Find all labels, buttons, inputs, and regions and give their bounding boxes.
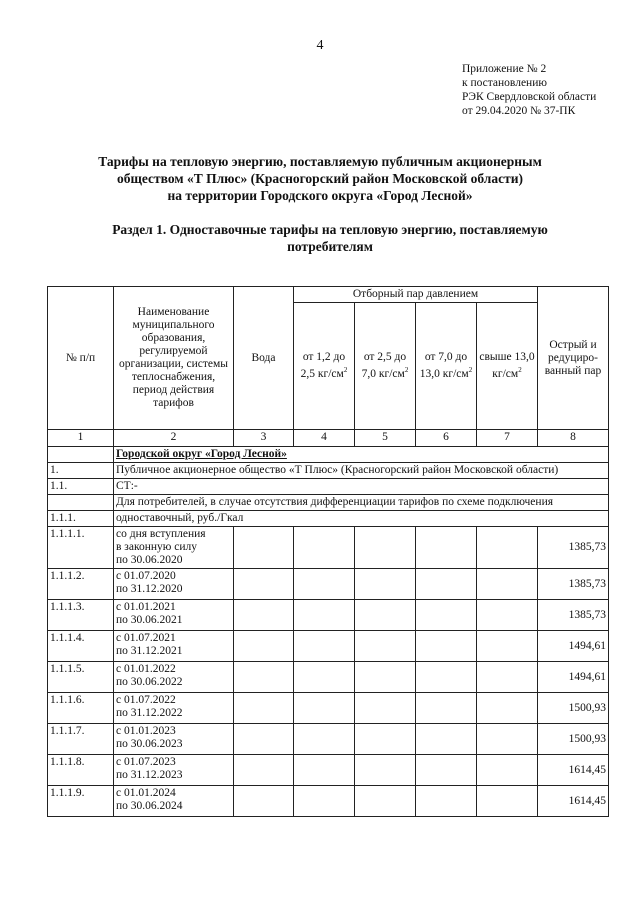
header-pressure-3 — [416, 303, 477, 430]
tariff-value: 1385,73 — [538, 600, 609, 631]
empty-cell — [355, 786, 416, 817]
period-row — [48, 600, 609, 631]
rate-row — [48, 511, 609, 527]
system-row — [48, 479, 609, 495]
header-pressure-2 — [355, 303, 416, 430]
header-name: Наименование муниципального образования, регулируемой организации, системы теплоснабжения, период действия тарифов — [114, 287, 234, 430]
col-number: 7 — [477, 430, 538, 447]
period-cell — [114, 786, 234, 817]
period-row — [48, 662, 609, 693]
title-line: обществом «Т Плюс» (Красногорский район Московской области) — [117, 171, 523, 186]
appendix-line: Приложение № 2 — [462, 63, 547, 75]
appendix-line: к постановлению — [462, 77, 547, 89]
empty-cell — [477, 600, 538, 631]
period-cell — [114, 631, 234, 662]
superscript: 2 — [343, 366, 348, 375]
period-line: по 30.06.2021 — [116, 614, 183, 626]
col-number: 5 — [355, 430, 416, 447]
period-line: по 30.06.2024 — [116, 800, 183, 812]
col-number: 8 — [538, 430, 609, 447]
row-num: 1.1.1.2. — [48, 569, 114, 600]
header-steam-group: Отборный пар давлением — [294, 287, 538, 303]
period-line: по 31.12.2023 — [116, 769, 183, 781]
note-row — [48, 495, 609, 511]
period-cell — [114, 724, 234, 755]
period-cell — [114, 755, 234, 786]
period-cell — [114, 527, 234, 569]
period-cell — [114, 662, 234, 693]
empty-cell — [234, 631, 294, 662]
superscript: 2 — [518, 366, 522, 375]
empty-cell — [294, 600, 355, 631]
tariff-value: 1385,73 — [538, 569, 609, 600]
row-num: 1.1.1.7. — [48, 724, 114, 755]
empty-cell — [416, 724, 477, 755]
period-line: с 01.01.2022 — [116, 663, 176, 675]
header-pressure-1 — [294, 303, 355, 430]
period-line: по 31.12.2020 — [116, 583, 183, 595]
appendix-line: от 29.04.2020 № 37-ПК — [462, 105, 576, 117]
period-row — [48, 527, 609, 569]
superscript: 2 — [468, 366, 473, 375]
empty-cell — [294, 527, 355, 569]
row-num: 1.1.1.6. — [48, 693, 114, 724]
header-acute-steam: Острый и редуциро-ванный пар — [538, 287, 609, 430]
empty-cell — [234, 755, 294, 786]
empty-cell — [234, 527, 294, 569]
col-number: 3 — [234, 430, 294, 447]
period-cell — [114, 569, 234, 600]
system-name: СТ:- — [114, 479, 609, 495]
period-line: в законную силу — [116, 541, 197, 553]
row-num: 1.1.1.1. — [48, 527, 114, 569]
empty-cell — [355, 755, 416, 786]
period-line: по 30.06.2020 — [116, 554, 183, 566]
period-line: по 30.06.2022 — [116, 676, 183, 688]
tariff-value: 1614,45 — [538, 786, 609, 817]
empty-cell — [234, 600, 294, 631]
row-num: 1.1.1.4. — [48, 631, 114, 662]
period-line: с 01.01.2021 — [116, 601, 176, 613]
header-num: № п/п — [48, 287, 114, 430]
empty-cell — [294, 662, 355, 693]
column-numbers-row — [48, 430, 609, 447]
empty-cell — [416, 693, 477, 724]
period-line: по 30.06.2023 — [116, 738, 183, 750]
col-number: 2 — [114, 430, 234, 447]
organization-row — [48, 463, 609, 479]
page-number: 4 — [316, 38, 324, 53]
note-text: Для потребителей, в случае отсутствия дифференциации тарифов по схеме подключения — [114, 495, 609, 511]
empty-cell — [477, 631, 538, 662]
empty-cell — [294, 569, 355, 600]
period-row — [48, 724, 609, 755]
district-row — [48, 447, 609, 463]
empty-cell — [294, 724, 355, 755]
empty-cell — [48, 495, 114, 511]
period-line: с 01.07.2023 — [116, 756, 176, 768]
period-line: со дня вступления — [116, 528, 206, 540]
tariff-value: 1494,61 — [538, 662, 609, 693]
empty-cell — [416, 527, 477, 569]
title-line: на территории Городского округа «Город Лесной» — [167, 188, 473, 203]
header-pressure-1-text: от 1,2 до 2,5 кг/см — [300, 351, 346, 380]
organization-name: Публичное акционерное общество «Т Плюс» (Красногорский район Московской области) — [114, 463, 609, 479]
empty-cell — [416, 662, 477, 693]
row-num: 1. — [48, 463, 114, 479]
period-line: с 01.01.2023 — [116, 725, 176, 737]
empty-cell — [355, 569, 416, 600]
header-pressure-2-text: от 2,5 до 7,0 кг/см — [361, 351, 407, 380]
period-row — [48, 786, 609, 817]
empty-cell — [294, 755, 355, 786]
empty-cell — [477, 786, 538, 817]
title-line: Тарифы на тепловую энергию, поставляемую публичным акционерным — [98, 154, 542, 169]
empty-cell — [416, 631, 477, 662]
period-line: с 01.07.2020 — [116, 570, 176, 582]
period-row — [48, 755, 609, 786]
period-line: с 01.07.2022 — [116, 694, 176, 706]
empty-cell — [477, 724, 538, 755]
period-line: по 31.12.2022 — [116, 707, 183, 719]
empty-cell — [234, 662, 294, 693]
header-water: Вода — [234, 287, 294, 430]
col-number: 4 — [294, 430, 355, 447]
empty-cell — [294, 631, 355, 662]
tariff-value: 1614,45 — [538, 755, 609, 786]
empty-cell — [477, 527, 538, 569]
empty-cell — [355, 631, 416, 662]
row-num: 1.1. — [48, 479, 114, 495]
tariff-value: 1385,73 — [538, 527, 609, 569]
section-line: Раздел 1. Одноставочные тарифы на тепловую энергию, поставляемую — [112, 222, 548, 237]
empty-cell — [477, 569, 538, 600]
empty-cell — [355, 600, 416, 631]
empty-cell — [294, 693, 355, 724]
tariff-value: 1494,61 — [538, 631, 609, 662]
period-line: с 01.07.2021 — [116, 632, 176, 644]
empty-cell — [355, 724, 416, 755]
superscript: 2 — [404, 366, 409, 375]
empty-cell — [234, 786, 294, 817]
empty-cell — [477, 693, 538, 724]
header-pressure-3-text: от 7,0 до 13,0 кг/см — [419, 351, 469, 380]
period-cell — [114, 600, 234, 631]
tariff-value: 1500,93 — [538, 693, 609, 724]
header-pressure-4 — [477, 303, 538, 430]
empty-cell — [48, 447, 114, 463]
empty-cell — [416, 786, 477, 817]
document-title — [40, 153, 600, 204]
empty-cell — [355, 662, 416, 693]
empty-cell — [477, 755, 538, 786]
row-num: 1.1.1. — [48, 511, 114, 527]
empty-cell — [416, 755, 477, 786]
col-number: 6 — [416, 430, 477, 447]
period-row — [48, 569, 609, 600]
empty-cell — [294, 786, 355, 817]
period-cell — [114, 693, 234, 724]
period-line: по 31.12.2021 — [116, 645, 183, 657]
section-heading — [60, 221, 600, 255]
header-pressure-4-text: свыше 13,0 кг/см — [479, 351, 535, 380]
rate-name: одноставочный, руб./Гкал — [114, 511, 609, 527]
col-number: 1 — [48, 430, 114, 447]
empty-cell — [477, 662, 538, 693]
tariff-value: 1500,93 — [538, 724, 609, 755]
appendix-block — [462, 62, 596, 118]
empty-cell — [234, 724, 294, 755]
period-row — [48, 631, 609, 662]
row-num: 1.1.1.3. — [48, 600, 114, 631]
section-line: потребителям — [287, 239, 373, 254]
appendix-line: РЭК Свердловской области — [462, 91, 597, 103]
period-row — [48, 693, 609, 724]
district-label: Городской округ «Город Лесной» — [116, 448, 287, 460]
empty-cell — [416, 600, 477, 631]
empty-cell — [355, 693, 416, 724]
row-num: 1.1.1.9. — [48, 786, 114, 817]
empty-cell — [234, 569, 294, 600]
district-name — [114, 447, 609, 463]
period-line: с 01.01.2024 — [116, 787, 176, 799]
empty-cell — [355, 527, 416, 569]
tariff-table — [47, 286, 609, 817]
row-num: 1.1.1.8. — [48, 755, 114, 786]
empty-cell — [234, 693, 294, 724]
empty-cell — [416, 569, 477, 600]
row-num: 1.1.1.5. — [48, 662, 114, 693]
